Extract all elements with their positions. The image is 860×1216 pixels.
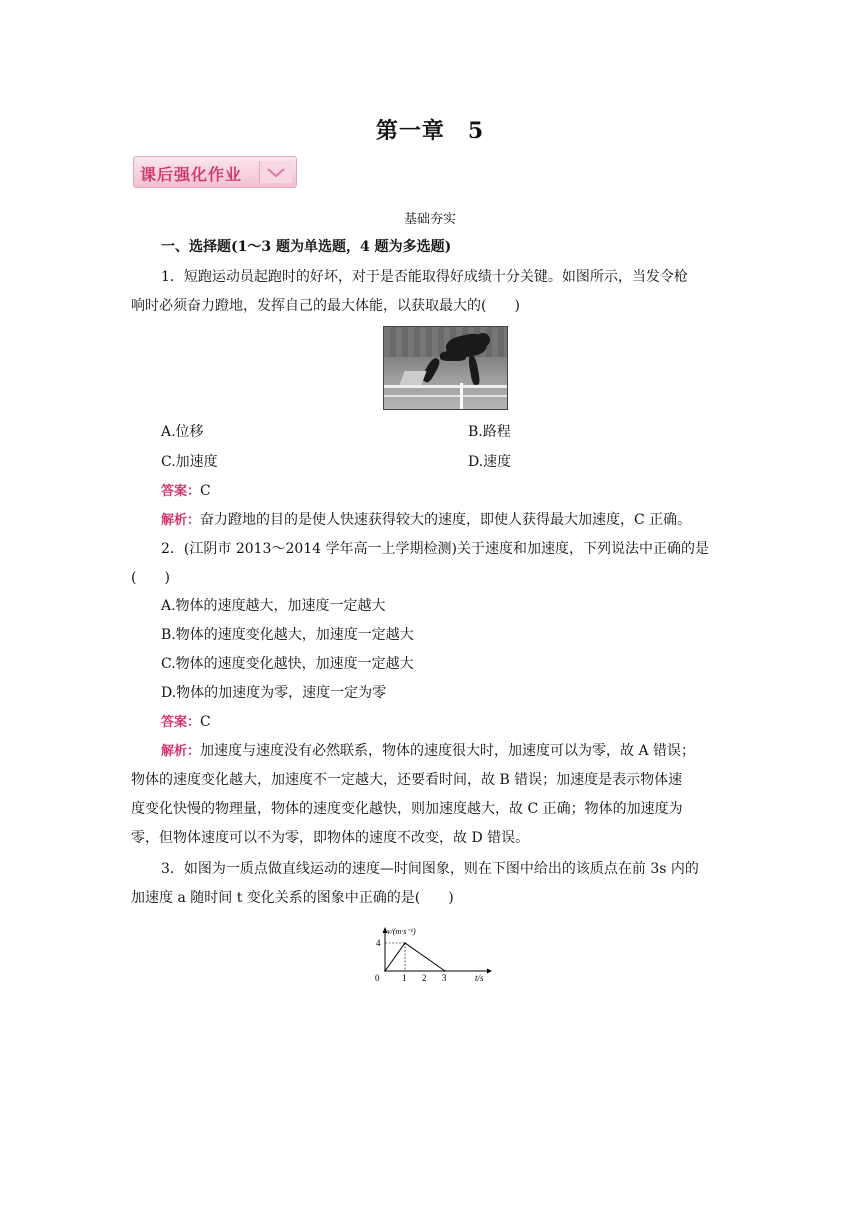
data-point-1	[404, 942, 406, 944]
q1-option-a: A.位移	[161, 424, 204, 440]
q1-option-d: D.速度	[468, 454, 512, 470]
q2-analysis	[161, 740, 695, 763]
q2-analysis-line4: 零，但物体速度可以不为零，即物体的速度不改变，故 D 错误。	[131, 830, 530, 846]
data-point-0	[384, 970, 386, 972]
q2-option-d: D.物体的加速度为零，速度一定为零	[161, 685, 387, 701]
q2-option-a: A.物体的速度越大，加速度一定越大	[161, 598, 386, 614]
page-title: 第一章 5	[375, 118, 485, 144]
banner-label: 课后强化作业	[140, 165, 243, 184]
q2-analysis-label: 解析：	[161, 744, 201, 759]
q1-text-line2: 响时必须奋力蹬地，发挥自己的最大体能，以获取最大的( )	[131, 298, 520, 314]
q1-analysis-text: 奋力蹬地的目的是使人快速获得较大的速度，即使人获得最大加速度，C 正确。	[200, 512, 692, 528]
q2-analysis-line2: 物体的速度变化越大，加速度不一定越大，还要看时间，故 B 错误；加速度是表示物体速	[131, 772, 683, 788]
q1-analysis	[161, 509, 691, 532]
x-tick-label-1: 1	[402, 973, 407, 983]
x-tick-label-3: 3	[442, 973, 447, 983]
sprinter-photo	[383, 326, 508, 410]
q2-option-b: B.物体的速度变化越大，加速度一定越大	[161, 627, 414, 643]
q1-analysis-label: 解析：	[161, 513, 201, 528]
velocity-series-line	[385, 943, 445, 971]
q1-text-line1: 1．短跑运动员起跑时的好坏，对于是否能取得好成绩十分关键。如图所示，当发令枪	[161, 269, 688, 285]
section-title: 基础夯实	[403, 212, 456, 227]
q1-option-c: C.加速度	[161, 454, 218, 470]
q2-text-line2: ( )	[131, 570, 170, 586]
q2-analysis-line3: 度变化快慢的物理量，物体的速度变化越快，则加速度越大，故 C 正确；物体的加速度为	[131, 801, 683, 817]
x-tick-label-0: 0	[375, 973, 380, 983]
x-axis-label: t/s	[475, 973, 484, 983]
y-tick-label: 4	[376, 938, 381, 948]
q1-option-b: B.路程	[468, 424, 511, 440]
q2-answer	[161, 711, 211, 734]
q1-answer-value: C	[200, 483, 211, 499]
chevron-down-icon	[259, 161, 292, 183]
x-axis-arrow	[487, 969, 492, 974]
q2-option-c: C.物体的速度变化越快，加速度一定越大	[161, 656, 414, 672]
vt-chart-svg	[365, 925, 495, 985]
q1-answer-label: 答案：	[161, 484, 201, 499]
x-tick-label-2: 2	[422, 973, 427, 983]
q2-answer-label: 答案：	[161, 715, 201, 730]
homework-banner	[133, 156, 297, 188]
q2-analysis-line1: 加速度与速度没有必然联系，物体的速度很大时，加速度可以为零，故 A 错误；	[200, 743, 696, 759]
q3-text-line2: 加速度 a 随时间 t 变化关系的图象中正确的是( )	[131, 890, 454, 906]
velocity-time-graph	[365, 925, 495, 985]
q1-answer	[161, 480, 211, 503]
q3-text-line1: 3．如图为一质点做直线运动的速度—时间图象，则在下图中给出的该质点在前 3s 内的	[161, 861, 699, 877]
q2-answer-value: C	[200, 714, 211, 730]
y-axis-label: v/(m·s⁻¹)	[387, 927, 416, 936]
part-heading: 一、选择题(1～3 题为单选题，4 题为多选题)	[161, 239, 452, 255]
q2-text-line1: 2．(江阴市 2013～2014 学年高一上学期检测)关于速度和加速度，下列说法中正确的是	[161, 541, 709, 557]
data-point-2	[444, 970, 446, 972]
